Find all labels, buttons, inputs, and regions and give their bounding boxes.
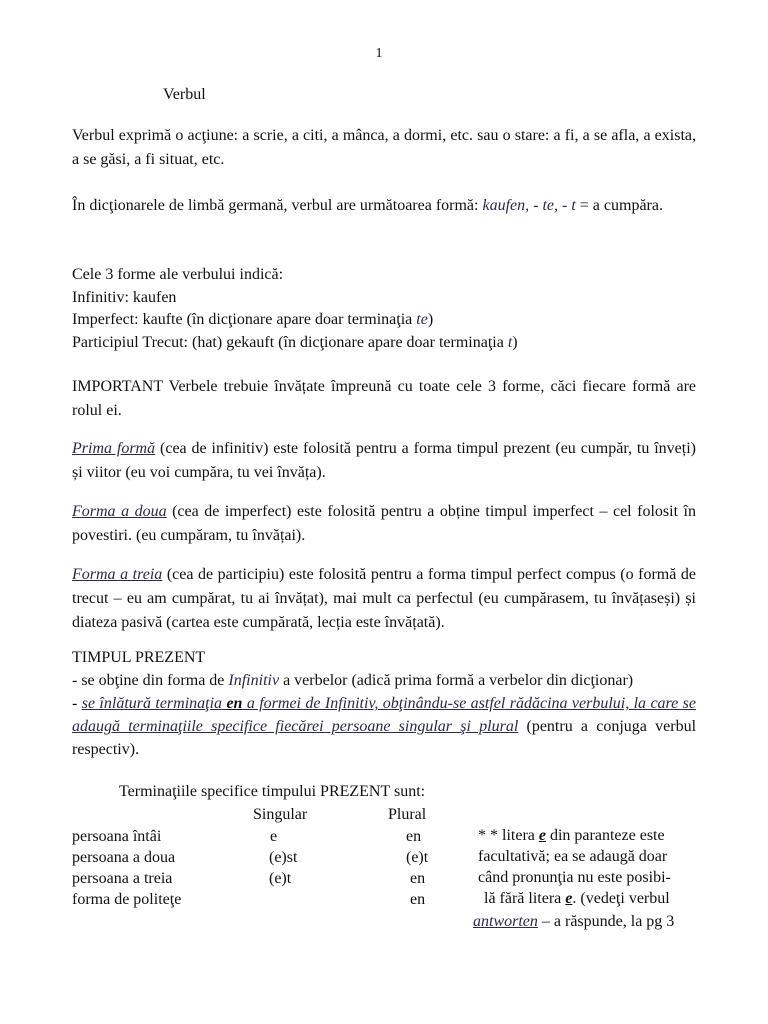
footnote-line-1 <box>478 827 665 845</box>
important-paragraph: IMPORTANT Verbele trebuie învățate împreună cu toate cele 3 forme, căci fiecare formă are rolul ei. <box>72 378 696 419</box>
forms-imperfect <box>72 309 696 332</box>
footnote-asterisks: * * litera <box>478 827 539 844</box>
footnote-line-2: facultativă; ea se adaugă doar <box>478 848 668 865</box>
footnote-line-4 <box>484 890 670 908</box>
second-form-label: Forma a doua <box>72 503 167 520</box>
row-2-person: persoana a doua <box>72 849 176 866</box>
row-2-plural: (e)t <box>406 849 429 866</box>
first-form-label: Prima formă <box>72 440 156 457</box>
footnote-line-1-rest: din paranteze este <box>545 827 665 844</box>
present-heading: TIMPUL PREZENT <box>72 649 206 666</box>
present-rule-part-2: a formei de Infinitiv, obţinându-se astfel rădăcina verbului, la care se adaugă terminaţiile specifice fiecărei persoane singular şi plural <box>72 695 696 735</box>
present-line-2-dash: - <box>72 695 82 712</box>
first-form-paragraph <box>72 437 696 485</box>
present-line-1-rest: a verbelor (adică prima formă a verbelor din dicţionar) <box>279 672 634 689</box>
endings-heading: Terminaţiile specifice timpului PREZENT sunt: <box>119 783 426 800</box>
present-line-2 <box>72 692 696 761</box>
forms-heading: Cele 3 forme ale verbului indică: <box>72 266 284 283</box>
row-3-singular: (e)t <box>269 870 292 887</box>
third-form-paragraph <box>72 563 696 635</box>
second-form-text: (cea de imperfect) este folosită pentru a obține timpul imperfect – cel folosit în povestiri. (eu cumpăram, tu învățai). <box>72 503 696 544</box>
page-number: 1 <box>375 46 383 61</box>
row-1-plural: en <box>406 828 422 845</box>
intro-paragraph: Verbul exprimă o acţiune: a scrie, a citi, a mânca, a dormi, etc. sau o stare: a fi, a se afla, a exista, a se găsi, a fi situat, etc. <box>72 127 696 168</box>
forms-imperfect-text: Imperfect: kaufte (în dicţionare apare doar terminaţia <box>72 311 417 328</box>
forms-participle-close: ) <box>512 333 518 351</box>
present-block <box>72 646 696 761</box>
footnote-line-5-rest: – a răspunde, la pg 3 <box>537 913 675 930</box>
forms-block <box>72 264 696 354</box>
present-rule-part-1: se înlătură terminaţia <box>81 695 227 712</box>
row-2-singular: (e)st <box>269 849 298 866</box>
second-form-paragraph <box>72 500 696 548</box>
row-4-plural: en <box>410 891 426 908</box>
page-title: Verbul <box>163 86 206 103</box>
dictionary-paragraph <box>72 194 696 218</box>
forms-participle-text: Participiul Trecut: (hat) gekauft (în dicţionare apare doar terminaţia <box>72 333 508 351</box>
dictionary-text-after: = a cumpăra. <box>575 197 663 214</box>
footnote-line-5 <box>473 913 674 931</box>
row-3-plural: en <box>410 870 426 887</box>
footnote-letter-e: e <box>538 827 546 844</box>
dictionary-text-before: În dicţionarele de limbă germană, verbul are următoarea formă: <box>72 197 483 214</box>
dictionary-form: kaufen, - te, - t <box>482 197 576 214</box>
footnote-line-4-rest: . (vedeţi verbul <box>572 890 670 907</box>
col-plural-header: Plural <box>388 806 427 823</box>
row-4-person: forma de politeţe <box>72 891 182 908</box>
forms-imperfect-ending: te <box>416 311 428 328</box>
footnote-line-3: când pronunţia nu este posibi- <box>478 869 671 886</box>
present-infinitiv-term: Infinitiv <box>228 672 280 689</box>
third-form-label: Forma a treia <box>72 566 163 583</box>
present-rule-en: en <box>226 695 243 712</box>
forms-participle-ending: t <box>507 333 513 351</box>
forms-imperfect-close: ) <box>427 311 434 328</box>
third-form-text: (cea de participiu) este folosită pentru a forma timpul perfect compus (o formă de trecut – eu am cumpărat, tu ai învățat), mai mult ca perfectul (eu cumpărasem, tu învățaseși) și diateza pasivă (cartea este cumpărată, lecția este învățată). <box>72 566 696 631</box>
footnote-line-4-text: lă fără litera <box>484 890 566 907</box>
present-line-1-text: - se obţine din forma de <box>72 672 229 689</box>
first-form-text: (cea de infinitiv) este folosită pentru a forma timpul prezent (eu cumpăr, tu înveți) și viitor (eu voi cumpăra, tu vei învăța). <box>72 440 697 481</box>
row-1-singular: e <box>270 828 278 845</box>
forms-infinitive: Infinitiv: kaufen <box>72 288 177 306</box>
row-3-person: persoana a treia <box>72 870 173 887</box>
col-singular-header: Singular <box>253 806 308 823</box>
footnote-letter-e-2: e <box>565 890 573 907</box>
antworten-reference: antworten <box>473 913 538 930</box>
row-1-person: persoana întâi <box>72 828 162 845</box>
present-line-1 <box>72 669 696 692</box>
present-rule-purpose: (pentru a conjuga verbul respectiv). <box>72 718 697 758</box>
forms-participle <box>72 332 696 355</box>
